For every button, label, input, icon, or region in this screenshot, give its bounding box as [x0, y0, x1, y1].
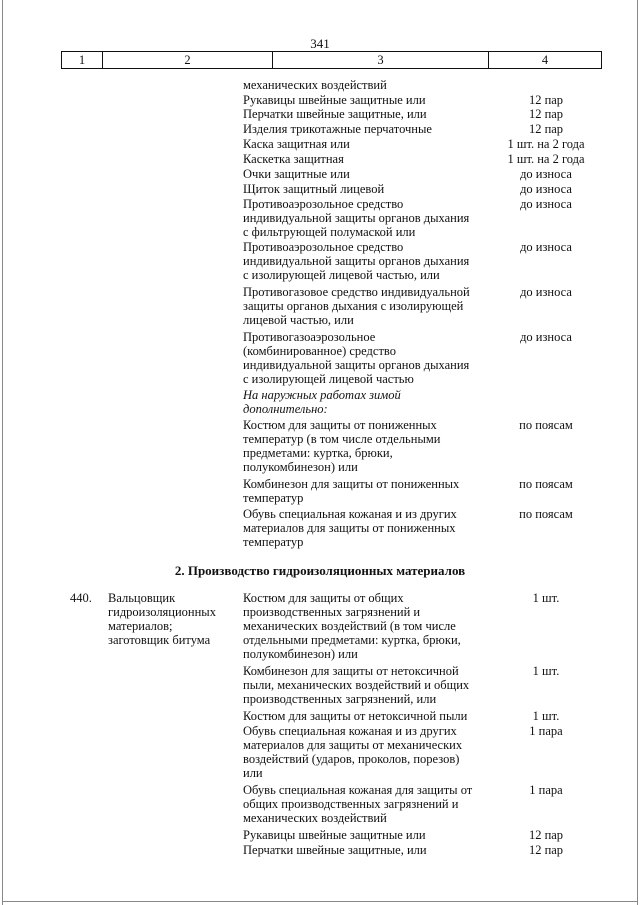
- column-header-3: 3: [273, 52, 489, 68]
- issue-norm: по поясам: [519, 507, 573, 521]
- item-line: Каскетка защитная: [243, 152, 344, 166]
- occupation-line: Вальцовщик: [108, 591, 176, 605]
- item-line: Противоаэрозольное средство: [243, 197, 404, 211]
- section-title: 2. Производство гидроизоляционных материалов: [174, 563, 466, 578]
- item-line: отдельными предметами: куртка, брюки,: [243, 633, 461, 647]
- issue-norm: по поясам: [519, 418, 573, 432]
- item-line: Обувь специальная кожаная и из других: [243, 724, 457, 738]
- issue-norm: 1 шт. на 2 года: [507, 137, 585, 151]
- item-line: Комбинезон для защиты от пониженных: [243, 477, 460, 491]
- item-line: Очки защитные или: [243, 167, 350, 181]
- item-line: защиты органов дыхания с изолирующей: [243, 299, 464, 313]
- item-line: температур: [243, 535, 304, 549]
- issue-norm: 12 пар: [528, 93, 564, 107]
- issue-norm: до износа: [520, 197, 572, 211]
- issue-norm: 1 пара: [529, 783, 563, 797]
- item-line: Перчатки швейные защитные, или: [243, 107, 427, 121]
- item-line: механических воздействий: [243, 78, 387, 92]
- item-line: производственных загрязнений и: [243, 605, 421, 619]
- issue-norm: 1 пара: [529, 724, 563, 738]
- page-border-left: [2, 0, 3, 905]
- item-line: с изолирующей лицевой частью, или: [243, 268, 440, 282]
- item-line: полукомбинезон) или: [243, 647, 358, 661]
- occupation-line: гидроизоляционных: [108, 605, 216, 619]
- item-line: Обувь специальная кожаная для защиты от: [243, 783, 473, 797]
- issue-norm: 1 шт.: [532, 591, 560, 605]
- issue-norm: 12 пар: [528, 828, 564, 842]
- item-line: индивидуальной защиты органов дыхания: [243, 254, 470, 268]
- column-header-2: 2: [103, 52, 273, 68]
- column-header-1: 1: [62, 52, 103, 68]
- occupation-line: заготовщик битума: [108, 633, 211, 647]
- item-line: Костюм для защиты от нетоксичной пыли: [243, 709, 468, 723]
- item-line: механических воздействий (в том числе: [243, 619, 456, 633]
- issue-norm: 1 шт.: [532, 709, 560, 723]
- page-border-bottom: [2, 901, 638, 902]
- item-line: Щиток защитный лицевой: [243, 182, 385, 196]
- page-number: 341: [310, 36, 330, 51]
- issue-norm: до износа: [520, 285, 572, 299]
- item-line: Перчатки швейные защитные, или: [243, 843, 427, 857]
- item-line: с фильтрующей полумаской или: [243, 225, 416, 239]
- issue-norm: 12 пар: [528, 843, 564, 857]
- item-line: температур (в том числе отдельными: [243, 432, 441, 446]
- item-line: Изделия трикотажные перчаточные: [243, 122, 432, 136]
- item-line: с изолирующей лицевой частью: [243, 372, 414, 386]
- entry-number: 440.: [70, 591, 92, 605]
- item-line: (комбинированное) средство: [243, 344, 396, 358]
- issue-norm: 1 шт. на 2 года: [507, 152, 585, 166]
- occupation-line: материалов;: [108, 619, 173, 633]
- item-line: индивидуальной защиты органов дыхания: [243, 211, 470, 225]
- item-line: Рукавицы швейные защитные или: [243, 93, 426, 107]
- item-line: лицевой частью, или: [243, 313, 354, 327]
- item-line: Противоаэрозольное средство: [243, 240, 404, 254]
- item-line: Противогазовое средство индивидуальной: [243, 285, 470, 299]
- item-line: Противогазоаэрозольное: [243, 330, 376, 344]
- item-line-italic: На наружных работах зимой: [243, 388, 401, 402]
- issue-norm: до износа: [520, 167, 572, 181]
- item-line: воздействий (ударов, проколов, порезов): [243, 752, 460, 766]
- issue-norm: по поясам: [519, 477, 573, 491]
- item-line: общих производственных загрязнений и: [243, 797, 459, 811]
- issue-norm: 1 шт.: [532, 664, 560, 678]
- issue-norm: до износа: [520, 330, 572, 344]
- item-line: материалов для защиты от пониженных: [243, 521, 456, 535]
- item-line: механических воздействий: [243, 811, 387, 825]
- item-line: индивидуальной защиты органов дыхания: [243, 358, 470, 372]
- issue-norm: до износа: [520, 240, 572, 254]
- item-line: Каска защитная или: [243, 137, 350, 151]
- page-border-right: [637, 0, 638, 905]
- item-line: производственных загрязнений, или: [243, 692, 437, 706]
- item-line-italic: дополнительно:: [243, 402, 328, 416]
- item-line: Костюм для защиты от пониженных: [243, 418, 437, 432]
- item-line: пыли, механических воздействий и общих: [243, 678, 470, 692]
- issue-norm: 12 пар: [528, 122, 564, 136]
- item-line: Комбинезон для защиты от нетоксичной: [243, 664, 459, 678]
- column-header-row: [61, 51, 602, 69]
- issue-norm: до износа: [520, 182, 572, 196]
- issue-norm: 12 пар: [528, 107, 564, 121]
- item-line: Костюм для защиты от общих: [243, 591, 404, 605]
- item-line: или: [243, 766, 263, 780]
- item-line: материалов для защиты от механических: [243, 738, 463, 752]
- item-line: предметами: куртка, брюки,: [243, 446, 393, 460]
- item-line: температур: [243, 491, 304, 505]
- item-line: Обувь специальная кожаная и из других: [243, 507, 457, 521]
- column-header-4: 4: [541, 53, 549, 67]
- item-line: Рукавицы швейные защитные или: [243, 828, 426, 842]
- item-line: полукомбинезон) или: [243, 460, 358, 474]
